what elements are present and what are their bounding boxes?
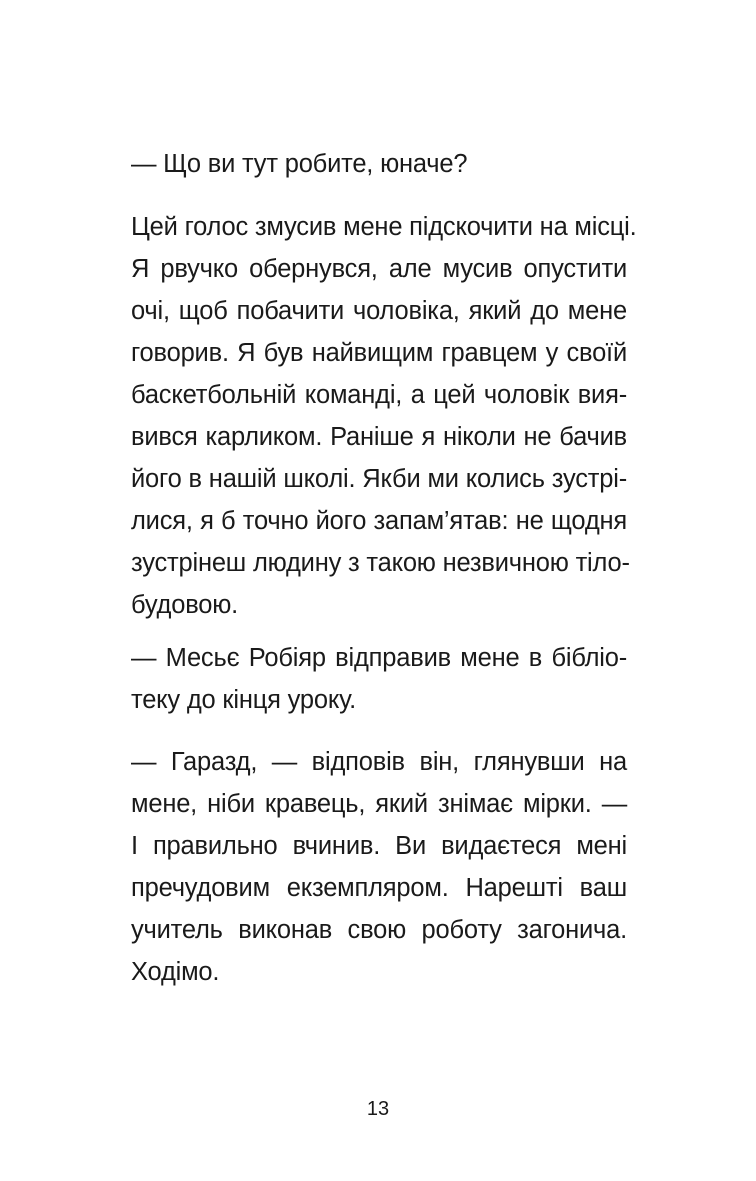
text-line: мене, ніби кравець, який знімає мірки. — [131, 790, 627, 818]
paragraph-2 [131, 206, 637, 626]
paragraph-4 [131, 741, 627, 993]
text-line: Цей голос змусив мене підскочити на місці. [131, 213, 637, 241]
text-line: вився карликом. Раніше я ніколи не бачив [131, 423, 627, 451]
text-line: говорив. Я був найвищим гравцем у своїй [131, 339, 627, 367]
text-line: теку до кінця уроку. [131, 686, 356, 714]
text-line: очі, щоб побачити чоловіка, який до мене [131, 297, 627, 325]
text-line: зустрінеш людину з такою незвичною тіло- [131, 549, 630, 577]
text-line: — Месьє Робіяр відправив мене в бібліо- [131, 644, 627, 672]
text-line: Я рвучко обернувся, але мусив опустити [131, 255, 627, 283]
text-line: лися, я б точно його запам’ятав: не щодня [131, 507, 627, 535]
text-line: будовою. [131, 591, 239, 619]
paragraph-1 [131, 143, 627, 185]
text-line: пречудовим екземпляром. Нарешті ваш [131, 874, 627, 902]
paragraph-3 [131, 637, 627, 721]
text-line: — Що ви тут робите, юначе? [131, 150, 468, 178]
page-number: 13 [366, 1098, 390, 1120]
text-line: — Гаразд, — відповів він, глянувши на [131, 748, 627, 776]
text-line: учитель виконав свою роботу загонича. [131, 916, 627, 944]
text-line: його в нашій школі. Якби ми колись зустрі- [131, 465, 627, 493]
text-line: баскетбольній команді, а цей чоловік вия- [131, 381, 627, 409]
text-line: І правильно вчинив. Ви видаєтеся мені [131, 832, 627, 860]
text-line: Ходімо. [131, 958, 220, 986]
